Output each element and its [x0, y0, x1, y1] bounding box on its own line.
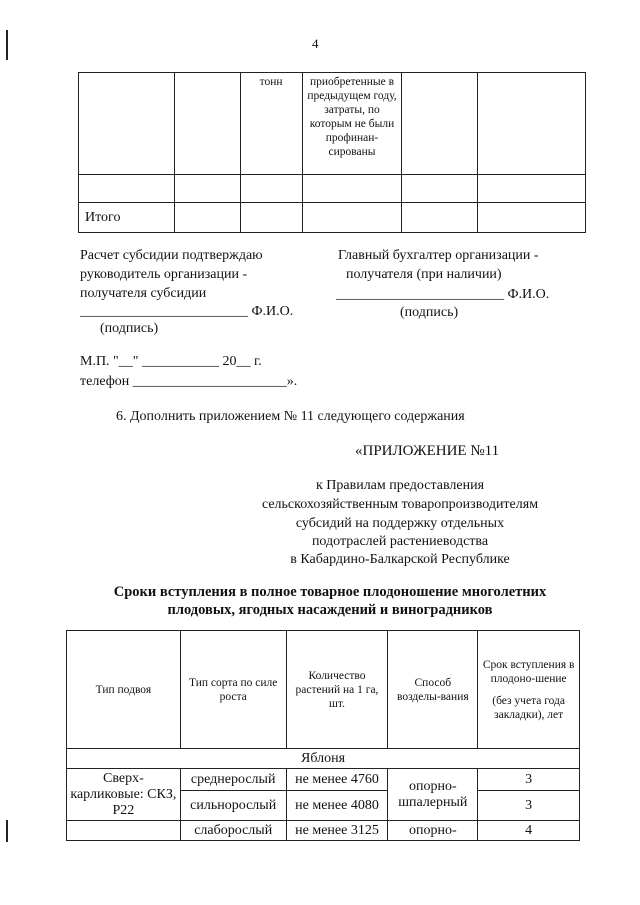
- appendix-line3: субсидий на поддержку отдельных: [295, 516, 505, 531]
- subsidy-table: [78, 72, 586, 233]
- table-cell: [402, 73, 478, 175]
- table-cell: [478, 73, 586, 175]
- sign-left-line3: получателя субсидии: [80, 286, 207, 301]
- sign-right-caption: (подпись): [400, 305, 459, 320]
- phone-line: телефон ______________________».: [80, 374, 298, 389]
- page-number: 4: [312, 36, 319, 51]
- sign-left-fio: ________________________ Ф.И.О.: [80, 304, 294, 319]
- appendix-line4: подотраслей растениеводства: [311, 534, 489, 549]
- table-cell: [174, 73, 240, 175]
- document-title-line1: Сроки вступления в полное товарное плодоношение многолетних: [113, 584, 547, 600]
- table-cell: [302, 175, 402, 203]
- sign-right-line1: Главный бухгалтер организации -: [338, 248, 539, 263]
- density-cell: не менее 3125: [286, 821, 388, 841]
- table-cell: [478, 175, 586, 203]
- table-cell: [402, 175, 478, 203]
- sign-right-line2: получателя (при наличии): [346, 267, 502, 282]
- table-cell: [302, 203, 402, 233]
- term-cell: 4: [478, 821, 580, 841]
- variety-cell: слаборослый: [180, 821, 286, 841]
- sign-right-fio: ________________________ Ф.И.О.: [336, 287, 550, 302]
- table-cell: [174, 203, 240, 233]
- sign-left-caption: (подпись): [100, 321, 159, 336]
- sign-left-line2: руководитель организации -: [80, 267, 248, 282]
- left-margin-mark: [6, 30, 8, 60]
- document-title-line2: плодовых, ягодных насаждений и виноградников: [167, 602, 493, 618]
- left-margin-mark-2: [6, 820, 8, 842]
- header-term-note: (без учета года закладки), лет: [492, 694, 566, 721]
- header-variety: Тип сорта по силе роста: [180, 631, 286, 749]
- term-cell: 3: [478, 791, 580, 821]
- amendment-text: 6. Дополнить приложением № 11 следующего содержания: [116, 409, 465, 424]
- density-cell: не менее 4760: [286, 769, 388, 791]
- rootstock-cell: [67, 821, 181, 841]
- rootstock-cell: Сверх-карликовые: СКЗ, Р22: [67, 769, 181, 821]
- term-cell: 3: [478, 769, 580, 791]
- header-method: Способ возделы-вания: [388, 631, 478, 749]
- header-density: Количество растений на 1 га, шт.: [286, 631, 388, 749]
- method-cell: опорно-: [388, 821, 478, 841]
- header-term-label: Срок вступления в плодоно-шение: [482, 658, 575, 685]
- table-cell: [79, 73, 175, 175]
- sign-left-line1: Расчет субсидии подтверждаю: [80, 248, 263, 263]
- header-term: [478, 631, 580, 749]
- note-cell: приобретенные в предыдущем году, затраты, по которым не были профинан-сированы: [302, 73, 402, 175]
- total-label: Итого: [79, 203, 175, 233]
- method-cell: опорно-шпалерный: [388, 769, 478, 821]
- appendix-line5: в Кабардино-Балкарской Республике: [290, 552, 510, 567]
- appendix-line1: к Правилам предоставления: [315, 478, 485, 493]
- unit-cell: тонн: [240, 73, 302, 175]
- variety-cell: сильнорослый: [180, 791, 286, 821]
- appendix-line2: сельскохозяйственным товаропроизводителям: [261, 497, 539, 512]
- table-cell: [79, 175, 175, 203]
- section-label: Яблоня: [67, 749, 580, 769]
- table-cell: [174, 175, 240, 203]
- table-cell: [478, 203, 586, 233]
- stamp-date-line: М.П. "__" ___________ 20__ г.: [80, 354, 262, 369]
- density-cell: не менее 4080: [286, 791, 388, 821]
- table-cell: [402, 203, 478, 233]
- table-cell: [240, 203, 302, 233]
- fruiting-terms-table: [66, 630, 580, 841]
- header-rootstock: Тип подвоя: [67, 631, 181, 749]
- table-cell: [240, 175, 302, 203]
- variety-cell: среднерослый: [180, 769, 286, 791]
- appendix-heading: «ПРИЛОЖЕНИЕ №11: [355, 443, 500, 459]
